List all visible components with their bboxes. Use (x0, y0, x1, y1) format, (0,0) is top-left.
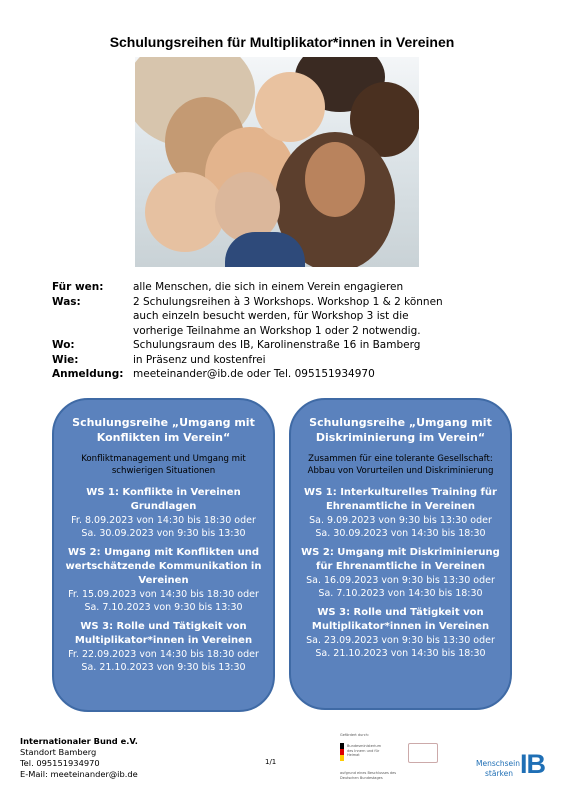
ib-mark-icon: IB (520, 749, 545, 779)
workshop-title: WS 3: Rolle und Tätigkeit von Multiplikator*innen in Vereinen (74, 621, 253, 646)
workshop-date: Sa. 23.09.2023 von 9:30 bis 13:30 oder (306, 635, 495, 646)
eagle-icon (340, 743, 344, 761)
workshop-title: WS 2: Umgang mit Konflikten und wertschätzende Kommunikation in Vereinen (65, 547, 262, 586)
footer-org: Internationaler Bund e.V. (20, 736, 138, 746)
footer-contact (20, 736, 138, 780)
info-value: alle Menschen, die sich in einem Verein engagieren (133, 281, 404, 293)
info-value: in Präsenz und kostenfrei (133, 353, 266, 366)
workshop-title: WS 1: Konflikte in Vereinen Grundlagen (86, 487, 241, 512)
workshop-title: WS 1: Interkulturelles Training für Ehrenamtliche in Vereinen (304, 487, 497, 512)
info-row-how (52, 353, 522, 368)
workshop-date: Fr. 8.09.2023 von 14:30 bis 18:30 oder (71, 515, 256, 526)
workshop-title: WS 2: Umgang mit Diskriminierung für Ehrenamtliche in Vereinen (301, 547, 500, 572)
workshop-item (299, 486, 502, 540)
workshop-item (62, 486, 265, 540)
page-title: Schulungsreihen für Multiplikator*innen in Vereinen (109, 34, 455, 50)
logo-text-1: Menschsein (476, 759, 520, 768)
group-photo (135, 57, 419, 267)
workshop-item (299, 546, 502, 600)
footer-line: Tel. 095151934970 (20, 758, 100, 768)
workshop-date: Sa. 7.10.2023 von 9:30 bis 13:30 (84, 602, 243, 613)
info-label: Anmeldung: (52, 368, 124, 380)
workshop-date: Sa. 9.09.2023 von 9:30 bis 13:30 oder (309, 515, 492, 526)
info-row-registration (52, 367, 522, 382)
footer-line: Standort Bamberg (20, 747, 97, 757)
info-value: meeteinander@ib.de oder Tel. 095151934970 (133, 368, 375, 380)
workshop-item (62, 620, 265, 674)
training-series-conflicts (52, 398, 275, 712)
info-label: Für wen: (52, 281, 104, 293)
info-label: Wie: (52, 353, 79, 366)
workshop-date: Sa. 21.10.2023 von 9:30 bis 13:30 (81, 662, 246, 673)
workshop-date: Sa. 16.09.2023 von 9:30 bis 13:30 oder (306, 575, 495, 586)
funder-logo (340, 733, 450, 785)
funder-heading: Gefördert durch: (340, 733, 370, 737)
workshop-date: Sa. 30.09.2023 von 9:30 bis 13:30 (81, 528, 246, 539)
workshop-title: WS 3: Rolle und Tätigkeit von Multiplikator*innen in Vereinen (311, 607, 490, 632)
workshop-date: Fr. 15.09.2023 von 14:30 bis 18:30 oder (68, 589, 259, 600)
workshop-item (62, 546, 265, 614)
info-row-for-whom (52, 280, 522, 295)
ib-logo (476, 749, 554, 783)
info-row-what (52, 295, 522, 339)
page-number: 1/1 (265, 758, 277, 766)
funder-note: aufgrund eines Beschlusses des Deutschen Bundestages (340, 771, 397, 780)
info-label: Wo: (52, 339, 75, 351)
info-value: 2 Schulungsreihen à 3 Workshops. Workshop 1 & 2 können auch einzeln besucht werden, für Workshop 3 ist die vorherige Teilnahme an Workshop 1 oder 2 notwendig. (133, 295, 443, 337)
workshop-date: Fr. 22.09.2023 von 14:30 bis 18:30 oder (68, 649, 259, 660)
workshop-item (299, 606, 502, 660)
info-section (52, 280, 522, 382)
training-series-discrimination (289, 398, 512, 710)
workshop-date: Sa. 21.10.2023 von 14:30 bis 18:30 (315, 648, 486, 659)
info-label: Was: (52, 295, 81, 308)
series-title: Schulungsreihe „Umgang mit Konflikten im Verein“ (72, 416, 255, 444)
workshop-date: Sa. 7.10.2023 von 14:30 bis 18:30 (318, 588, 483, 599)
series-subtitle: Zusammen für eine tolerante Gesellschaft: Abbau von Vorurteilen und Diskriminierung (307, 454, 494, 476)
workshop-date: Sa. 30.09.2023 von 14:30 bis 18:30 (315, 528, 486, 539)
info-value: Schulungsraum des IB, Karolinenstraße 16 in Bamberg (133, 339, 421, 351)
footer-email[interactable]: E-Mail: meeteinander@ib.de (20, 769, 138, 779)
secondary-logo (408, 743, 438, 763)
series-title: Schulungsreihe „Umgang mit Diskriminierung im Verein“ (309, 416, 492, 444)
logo-text-2: stärken (485, 769, 513, 778)
ministry-name: Bundesministerium des Innern und für Heimat (347, 744, 381, 757)
info-row-where (52, 338, 522, 353)
series-subtitle: Konfliktmanagement und Umgang mit schwierigen Situationen (81, 454, 246, 476)
